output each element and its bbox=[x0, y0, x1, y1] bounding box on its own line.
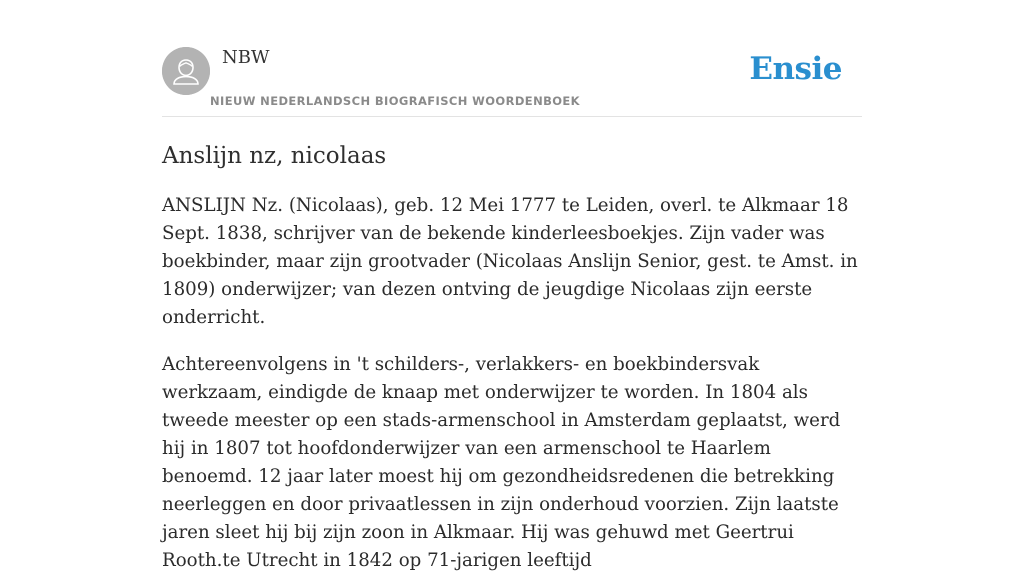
article-paragraph: ANSLIJN Nz. (Nicolaas), geb. 12 Mei 1777 te Leiden, overl. te Alkmaar 18 Sept. 1838, schrijver van de bekende kinderleesboekjes. Zijn vader was boekbinder, maar zijn grootvader (Nicolaas Anslijn Senior, gest. te Amst. in 1809) onderwijzer; van dezen ontving de jeugdige Nicolaas zijn eerste onderricht. bbox=[162, 195, 858, 328]
article-title: Anslijn nz, nicolaas bbox=[162, 143, 387, 169]
page bbox=[162, 0, 862, 575]
publication-subtitle: NIEUW NEDERLANDSCH BIOGRAFISCH WOORDENBOEK bbox=[210, 94, 580, 108]
user-icon bbox=[162, 47, 210, 95]
brand-logo[interactable]: Ensie bbox=[749, 51, 842, 87]
header bbox=[162, 0, 862, 117]
author-name[interactable]: NBW bbox=[222, 47, 270, 68]
article-body bbox=[162, 192, 862, 575]
article-paragraph: Achtereenvolgens in 't schilders-, verlakkers- en boekbindersvak werkzaam, eindigde de knaap met onderwijzer te worden. In 1804 als tweede meester op een stads-armenschool in Amsterdam geplaatst, werd hij in 1807 tot hoofdonderwijzer van een armenschool te Haarlem benoemd. 12 jaar later moest hij om gezondheidsredenen die betrekking neerleggen en door privaatlessen in zijn onderhoud voorzien. Zijn laatste jaren sleet hij bij zijn zoon in Alkmaar. Hij was gehuwd met Geertrui Rooth.te Utrecht in 1842 op 71-jarigen leeftijd bbox=[162, 354, 841, 571]
author-avatar[interactable] bbox=[162, 47, 210, 95]
